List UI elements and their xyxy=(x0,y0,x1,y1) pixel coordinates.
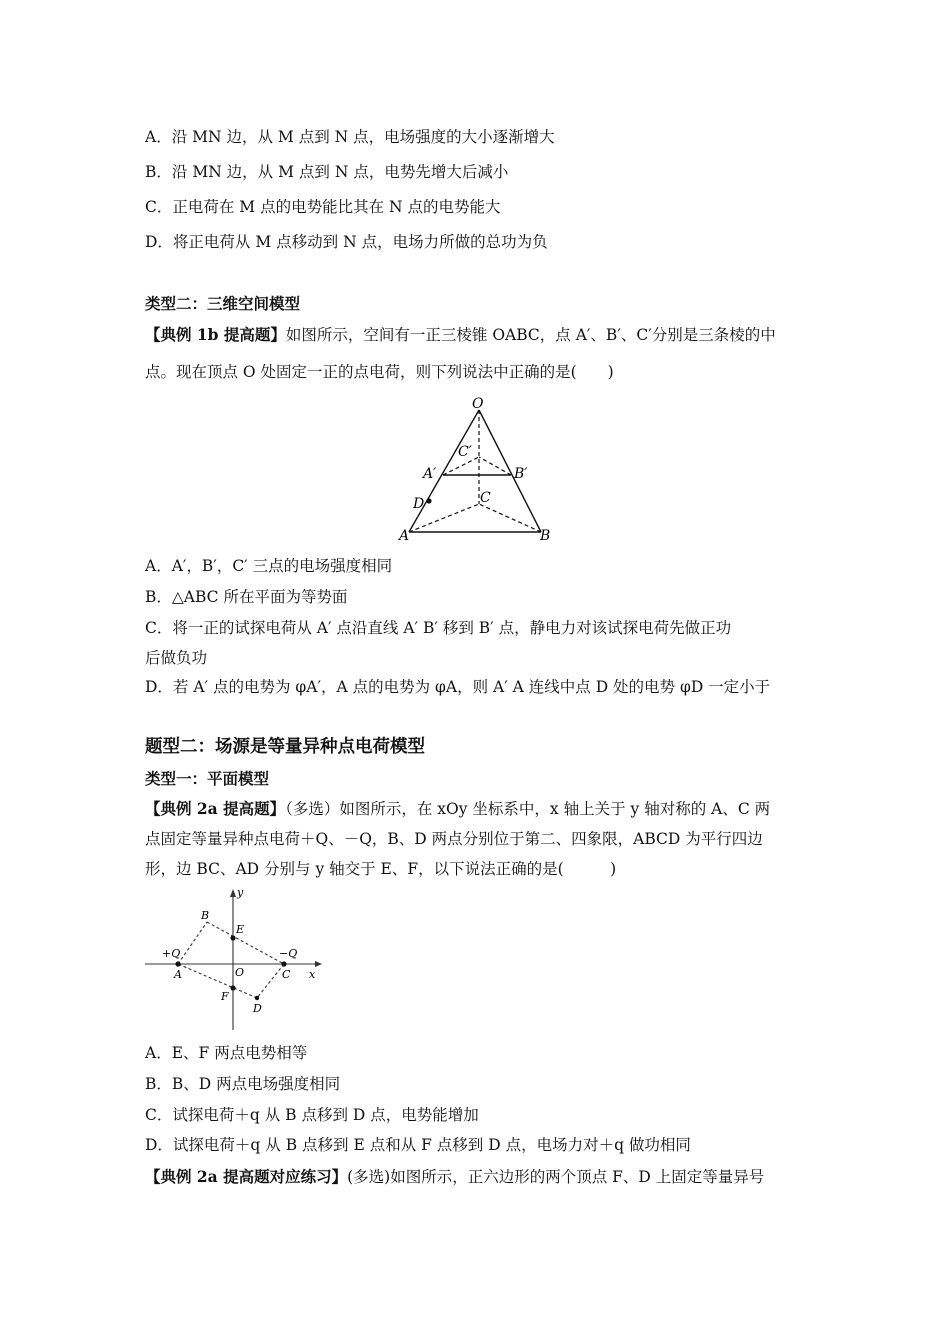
label-e: E xyxy=(236,923,245,936)
label-a: A xyxy=(399,528,410,544)
example-2a-option-a: A．E、F 两点电势相等 xyxy=(145,1044,308,1062)
example-2a-line3: 形，边 BC、AD 分别与 y 轴交于 E、F，以下说法正确的是( ) xyxy=(145,860,617,878)
point-d-dot xyxy=(426,498,431,503)
q1-option-a: A．沿 MN 边，从 M 点到 N 点，电场强度的大小逐渐增大 xyxy=(145,128,555,146)
label-c-prime: C′ xyxy=(458,444,472,460)
example-2a-option-c: C．试探电荷＋q 从 B 点移到 D 点，电势能增加 xyxy=(145,1106,479,1124)
example-1b-option-d: D．若 A′ 点的电势为 φA′，A 点的电势为 φA，则 A′ A 连线中点 D 处的电势 φD 一定小于 xyxy=(145,678,771,696)
point-e-dot xyxy=(230,935,235,940)
section-heading-3d-model: 类型二：三维空间模型 xyxy=(145,295,301,313)
tetrahedron-figure xyxy=(395,392,560,547)
q1-option-b: B．沿 MN 边，从 M 点到 N 点，电势先增大后减小 xyxy=(145,163,509,181)
label-a-prime: A′ xyxy=(423,466,437,482)
example-1b-line1 xyxy=(145,325,776,345)
example-1b-option-c-cont: 后做负功 xyxy=(145,649,208,667)
example-2a-intro: （多选）如图所示，在 xOy 坐标系中，x 轴上关于 y 轴对称的 A、C 两 xyxy=(285,800,771,818)
label-c: C xyxy=(282,968,291,981)
label-o: O xyxy=(235,966,245,979)
example-1b-line2: 点。现在顶点 O 处固定一正的点电荷，则下列说法中正确的是( ) xyxy=(145,363,614,381)
q1-option-c: C．正电荷在 M 点的电势能比其在 N 点的电势能大 xyxy=(145,198,501,216)
point-d-dot xyxy=(255,996,259,1000)
label-d: D xyxy=(413,496,425,512)
example-1b-intro: 如图所示，空间有一正三棱锥 OABC，点 A′、B′、C′分别是三条棱的中 xyxy=(285,326,776,344)
label-d: D xyxy=(253,1002,262,1015)
example-1b-tag: 【典例 1b 提高题】 xyxy=(145,325,286,344)
axis-y-label: y xyxy=(237,886,244,899)
label-minus-q: −Q xyxy=(279,947,298,960)
label-a: A xyxy=(174,968,182,981)
example-1b-option-b: B．△ABC 所在平面为等势面 xyxy=(145,588,348,606)
charge-a-dot xyxy=(175,961,180,966)
label-o: O xyxy=(472,396,484,412)
example-2a-option-d: D．试探电荷＋q 从 B 点移到 E 点和从 F 点移到 D 点，电场力对＋q 做功相同 xyxy=(145,1136,691,1154)
example-2a-option-b: B．B、D 两点电场强度相同 xyxy=(145,1075,341,1093)
example-2a-tag: 【典例 2a 提高题】 xyxy=(145,799,286,818)
point-f-dot xyxy=(230,985,235,990)
label-b: B xyxy=(540,528,551,544)
charge-c-dot xyxy=(281,961,286,966)
label-plus-q: +Q xyxy=(162,947,181,960)
example-1b-option-c: C．将一正的试探电荷从 A′ 点沿直线 A′ B′ 移到 B′ 点，静电力对该试探电荷先做正功 xyxy=(145,619,732,637)
q1-option-d: D．将正电荷从 M 点移动到 N 点，电场力所做的总功为负 xyxy=(145,233,548,251)
example-2a-practice-intro: (多选)如图所示，正六边形的两个顶点 F、D 上固定等量异号 xyxy=(347,1168,765,1186)
example-2a-line1 xyxy=(145,799,770,819)
axis-x-label: x xyxy=(309,968,316,981)
example-2a-practice-line xyxy=(145,1167,764,1187)
example-2a-practice-tag: 【典例 2a 提高题对应练习】 xyxy=(145,1167,348,1186)
example-1b-option-a: A．A′，B′，C′ 三点的电场强度相同 xyxy=(145,557,393,575)
topic-heading-opposite-charges: 题型二：场源是等量异种点电荷模型 xyxy=(145,737,425,757)
label-c: C xyxy=(480,490,491,506)
coordinate-figure xyxy=(145,885,330,1035)
label-b: B xyxy=(201,909,210,922)
section-heading-plane-model: 类型一：平面模型 xyxy=(145,770,270,788)
label-f: F xyxy=(221,990,229,1003)
example-2a-line2: 点固定等量异种点电荷＋Q、－Q，B、D 两点分别位于第二、四象限，ABCD 为平行四边 xyxy=(145,830,763,848)
label-b-prime: B′ xyxy=(514,466,528,482)
